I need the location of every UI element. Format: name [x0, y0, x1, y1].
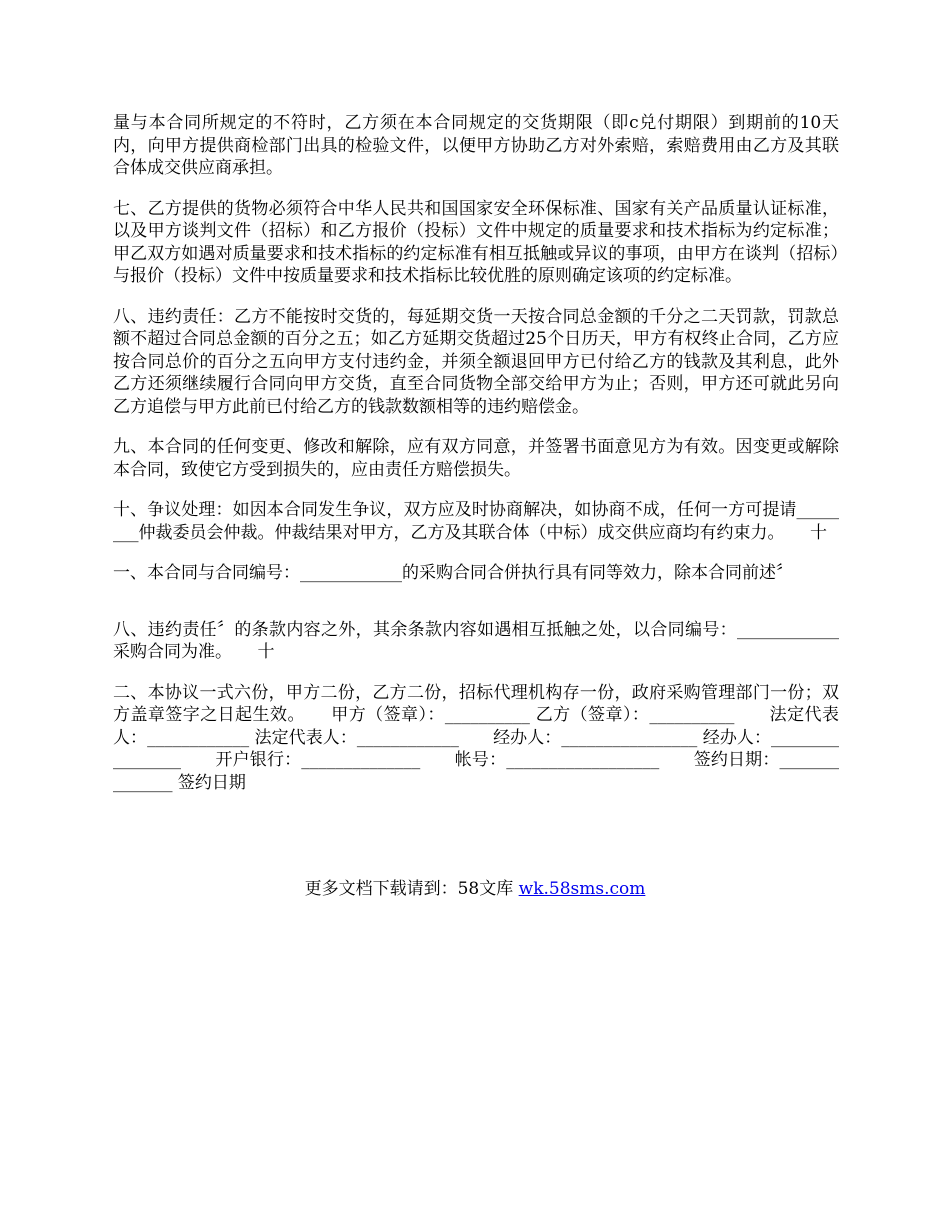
paragraph-clause-11-merge: 一、本合同与合同编号：____________的采购合同合併执行具有同等效力，除本合同前述〞 — [113, 563, 793, 583]
paragraph-clause-8-liability: 八、违约责任：乙方不能按时交货的，每延期交货一天按合同总金额的千分之二天罚款，罚款总额不超过合同总金额的百分之五；如乙方延期交货超过25个日历天，甲方有权终止合同，乙方应按合同总价的百分之五向甲方支付违约金，并须全额退回甲方已付给乙方的钱款及其利息，此外乙方还须继续履行合同向甲方交货，直至合同货物全部交给甲方为止；否则，甲方还可就此另向乙方追偿与甲方此前已付给乙方的钱款数额相等的违约赔偿金。 — [113, 306, 839, 417]
footer-text: 更多文档下载请到：58文库 — [304, 879, 519, 899]
document-body — [113, 112, 839, 804]
footer-link[interactable]: wk.58sms.com — [518, 879, 646, 899]
footer — [0, 877, 950, 901]
paragraph-quality-inspection: 量与本合同所规定的不符时，乙方须在本合同规定的交货期限（即c兑付期限）到期前的10天内，向甲方提供商检部门出具的检验文件，以便甲方协助乙方对外索赔，索赔费用由乙方及其联合体成交供应商承担。 — [113, 113, 839, 178]
paragraph-clause-11-continued: 八、违约责任〞的条款内容之外，其余条款内容如遇相互抵触之处，以合同编号：____________采购合同为准。 十 — [113, 619, 839, 662]
paragraph-clause-7-quality-standards: 七、乙方提供的货物必须符合中华人民共和国国家安全环保标准、国家有关产品质量认证标准，以及甲方谈判文件（招标）和乙方报价（投标）文件中规定的质量要求和技术指标为约定标准；甲乙双方如遇对质量要求和技术指标的约定标准有相互抵触或异议的事项，由甲方在谈判（招标）与报价（投标）文件中按质量要求和技术指标比较优胜的原则确定该项的约定标准。 — [113, 198, 839, 286]
paragraph-clause-12-signatures: 二、本协议一式六份，甲方二份，乙方二份，招标代理机构存一份，政府采购管理部门一份；双方盖章签字之日起生效。 甲方（签章）：__________ 乙方（签章）：__________ 法定代表人：____________ 法定代表人：____________ 经办人：________________ 经办人：________________ 开户银行：______________ 帐号：__________________ 签约日期：______________ 签约日期 — [113, 682, 839, 793]
paragraph-clause-10-dispute: 十、争议处理：如因本合同发生争议，双方应及时协商解决，如协商不成，任何一方可提请________仲裁委员会仲裁。仲裁结果对甲方，乙方及其联合体（中标）成交供应商均有约束力。 十 — [113, 500, 839, 543]
paragraph-clause-9-amendment: 九、本合同的任何变更、修改和解除，应有双方同意，并签署书面意见方为有效。因变更或解除本合同，致使它方受到损失的，应由责任方赔偿损失。 — [113, 437, 839, 480]
